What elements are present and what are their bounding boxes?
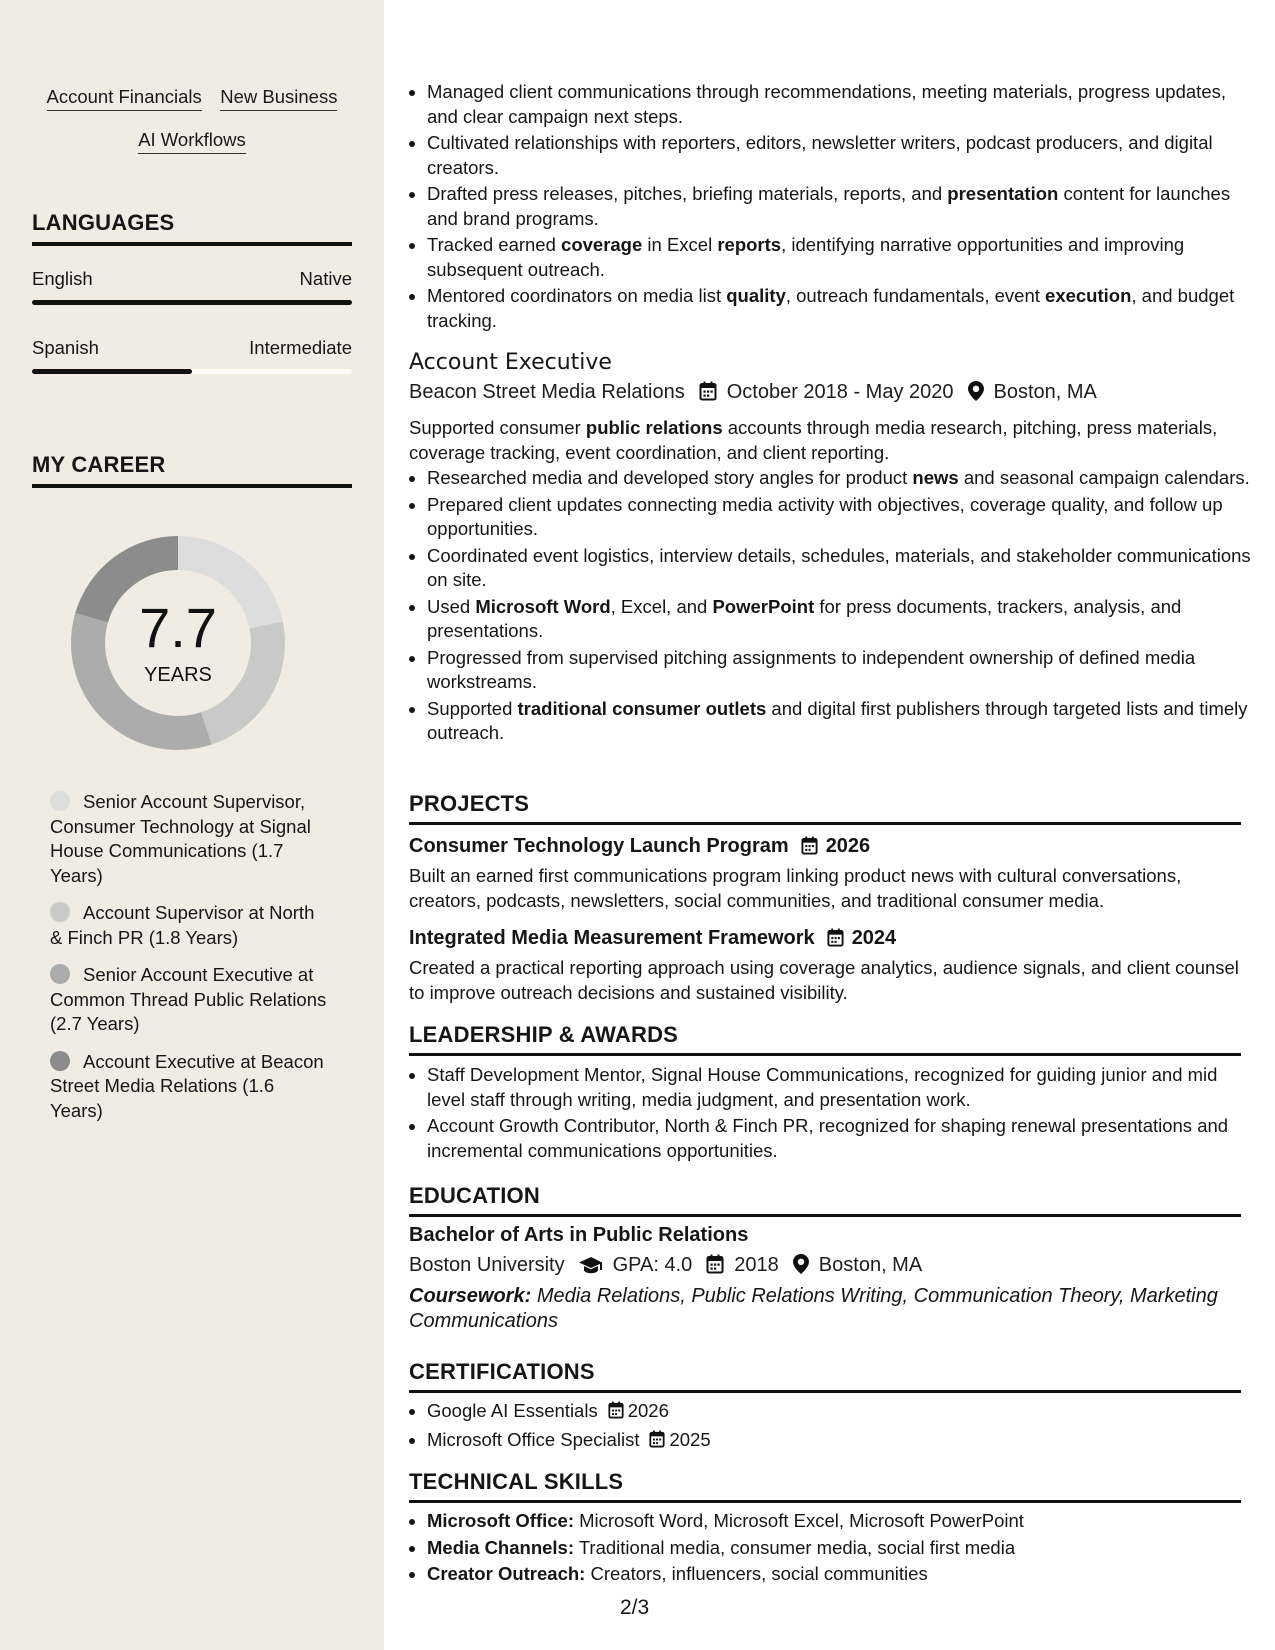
language-level: Intermediate <box>249 337 352 358</box>
experience-bullet: • Tracked earned coverage in Excel reports, identifying narrative opportunities and improving subsequent outreach. <box>427 233 1259 282</box>
legend-dot <box>50 791 70 811</box>
project-desc: Created a practical reporting approach using coverage analytics, audience signals, and client counsel to improve outreach decisions and sustained visibility. <box>409 957 1239 1003</box>
calendar-icon <box>801 836 818 861</box>
legend-dot <box>50 964 70 984</box>
career-legend <box>50 790 330 1136</box>
skill-value: Traditional media, consumer media, social first media <box>578 1536 1016 1558</box>
education-coursework <box>409 1284 1241 1334</box>
education-meta <box>409 1254 922 1280</box>
calendar-icon <box>706 1254 724 1280</box>
job-bullet: • Used Microsoft Word, Excel, and PowerPoint for press documents, trackers, analysis, and presentations. <box>427 595 1259 644</box>
location-pin-icon <box>793 1254 809 1280</box>
skill-item <box>427 1562 1259 1587</box>
experience-bullets <box>409 80 1259 335</box>
skill-value: Creators, influencers, social communities <box>590 1563 928 1584</box>
calendar-icon <box>649 1430 665 1455</box>
sidebar <box>0 0 384 1650</box>
job-bullet: • Prepared client updates connecting media activity with objectives, coverage quality, and follow up opportunities. <box>427 493 1259 542</box>
skill-value: Microsoft Word, Microsoft Excel, Microsoft PowerPoint <box>579 1510 1024 1531</box>
skill-label: Creator Outreach: <box>427 1563 586 1584</box>
legend-item <box>50 790 330 888</box>
education-year: 2018 <box>734 1254 779 1276</box>
leadership-bullet: • Account Growth Contributor, North & Finch PR, recognized for shaping renewal presentations and incremental communications opportunities. <box>427 1114 1259 1163</box>
education-heading: EDUCATION <box>409 1183 1241 1217</box>
legend-label: Account Supervisor at North & Finch PR (1.8 Years) <box>50 902 315 948</box>
skill-label: Media Channels: <box>427 1536 574 1558</box>
skill-tag: AI Workflows <box>138 129 246 154</box>
project-desc: Built an earned first communications program linking product news with cultural conversations, creators, podcasts, newsletters, social communities, and traditional consumer media. <box>409 865 1182 911</box>
language-bar <box>32 300 352 305</box>
education-degree: Bachelor of Arts in Public Relations <box>409 1224 749 1246</box>
education-school: Boston University <box>409 1254 565 1276</box>
graduation-cap-icon <box>579 1256 603 1280</box>
language-bar-fill <box>32 369 192 374</box>
job-location: Boston, MA <box>993 381 1097 403</box>
certifications-list <box>409 1399 1259 1456</box>
experience-bullet: • Mentored coordinators on media list quality, outreach fundamentals, event execution, and budget tracking. <box>427 284 1259 333</box>
skill-tag: Account Financials <box>47 86 202 111</box>
leadership-heading: LEADERSHIP & AWARDS <box>409 1022 1241 1056</box>
coursework-text: Media Relations, Public Relations Writing, Communication Theory, Marketing Communications <box>409 1285 1218 1332</box>
language-name: English <box>32 268 93 289</box>
skill-tag: New Business <box>220 86 337 111</box>
job-bullet: • Supported traditional consumer outlets and digital first publishers through targeted lists and timely outreach. <box>427 697 1259 746</box>
legend-item <box>50 963 330 1037</box>
experience-bullet: • Managed client communications through recommendations, meeting materials, progress updates, and clear campaign next steps. <box>427 80 1259 129</box>
project-title-row <box>409 835 870 861</box>
language-name: Spanish <box>32 337 99 358</box>
calendar-icon <box>827 928 844 953</box>
job-company: Beacon Street Media Relations <box>409 381 685 403</box>
certification-year: 2026 <box>627 1400 669 1421</box>
language-level: Native <box>299 268 352 289</box>
calendar-icon <box>699 381 717 407</box>
career-unit: YEARS <box>144 664 212 686</box>
career-donut <box>63 528 293 758</box>
coursework-label: Coursework: <box>409 1285 532 1307</box>
location-pin-icon <box>968 381 984 407</box>
job-bullet: • Coordinated event logistics, interview details, schedules, materials, and stakeholder communications on site. <box>427 544 1259 593</box>
language-row <box>32 268 352 290</box>
legend-dot <box>50 1051 70 1071</box>
projects-heading: PROJECTS <box>409 791 1241 825</box>
page-number: 2/3 <box>620 1596 650 1619</box>
project-title-row <box>409 927 896 953</box>
job-bullets <box>409 466 1259 748</box>
certification-name: Google AI Essentials <box>427 1400 598 1421</box>
career-total: 7.7 <box>139 596 217 659</box>
certification-item <box>427 1428 1259 1455</box>
legend-label: Senior Account Supervisor, Consumer Technology at Signal House Communications (1.7 Years) <box>50 791 311 886</box>
skill-label: Microsoft Office: <box>427 1510 574 1531</box>
certification-year: 2025 <box>669 1428 711 1450</box>
job-dates: October 2018 - May 2020 <box>726 381 954 403</box>
project-year: 2026 <box>825 835 871 857</box>
language-bar <box>32 369 352 374</box>
legend-label: Account Executive at Beacon Street Media Relations (1.6 Years) <box>50 1050 324 1121</box>
project-title: Integrated Media Measurement Framework <box>409 927 815 949</box>
job-title: Account Executive <box>409 350 612 375</box>
leadership-bullets <box>409 1063 1259 1165</box>
skills-heading: TECHNICAL SKILLS <box>409 1469 1241 1503</box>
job-bullet: • Progressed from supervised pitching assignments to independent ownership of defined media workstreams. <box>427 646 1259 695</box>
project-title: Consumer Technology Launch Program <box>409 835 789 857</box>
experience-bullet: • Drafted press releases, pitches, briefing materials, reports, and presentation content for launches and brand programs. <box>427 182 1259 231</box>
job-meta <box>409 381 1097 407</box>
language-row <box>32 337 352 359</box>
legend-item <box>50 901 330 950</box>
certification-item <box>427 1399 1259 1426</box>
legend-item <box>50 1050 330 1124</box>
skill-item <box>427 1536 1259 1561</box>
skills-list <box>409 1509 1259 1589</box>
skill-tags <box>32 86 352 172</box>
skill-item <box>427 1509 1259 1534</box>
legend-dot <box>50 902 70 922</box>
career-heading: MY CAREER <box>32 452 352 488</box>
leadership-bullet: • Staff Development Mentor, Signal House Communications, recognized for guiding junior and mid level staff through writing, media judgment, and presentation work. <box>427 1063 1259 1112</box>
main-content <box>409 0 1251 1650</box>
certification-name: Microsoft Office Specialist <box>427 1428 640 1450</box>
certifications-heading: CERTIFICATIONS <box>409 1359 1241 1393</box>
experience-bullet: • Cultivated relationships with reporters, editors, newsletter writers, podcast producers, and digital creators. <box>427 131 1259 180</box>
job-bullet: • Researched media and developed story angles for product news and seasonal campaign calendars. <box>427 466 1259 491</box>
education-gpa: GPA: 4.0 <box>612 1254 693 1276</box>
legend-label: Senior Account Executive at Common Thread Public Relations (2.7 Years) <box>50 964 327 1034</box>
job-summary: Supported consumer public relations accounts through media research, pitching, press materials, coverage tracking, event coordination, and client reporting. <box>409 417 1218 463</box>
language-bar-fill <box>32 300 352 305</box>
languages-heading: LANGUAGES <box>32 210 352 246</box>
project-year: 2024 <box>851 927 897 949</box>
calendar-icon <box>608 1401 624 1426</box>
education-location: Boston, MA <box>818 1254 923 1276</box>
